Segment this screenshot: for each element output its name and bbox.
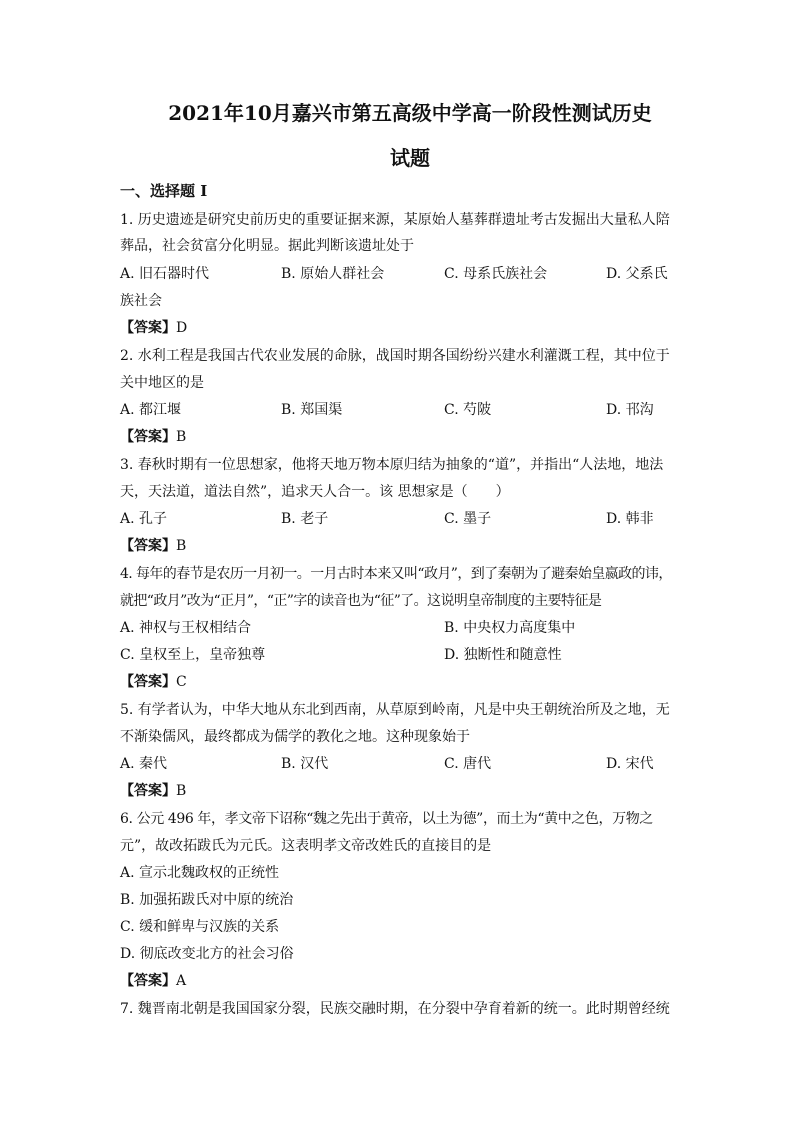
q4-option-c: C. 皇权至上，皇帝独尊 <box>120 647 266 663</box>
q3-option-b: B. 老子 <box>281 511 329 527</box>
question-2-text: 2. 水利工程是我国古代农业发展的命脉，战国时期各国纷纷兴建水利灌溉工程，其中位于 <box>120 348 670 364</box>
question-4-text-cont: 就把“政月”改为“正月”，“正”字的读音也为“征”了。这说明皇帝制度的主要特征是 <box>120 593 602 609</box>
q6-option-a: A. 宣示北魏政权的正统性 <box>120 865 280 881</box>
document-title: 2021年10月嘉兴市第五高级中学高一阶段性测试历史 <box>168 101 652 125</box>
q3-option-a: A. 孔子 <box>120 511 168 527</box>
q5-option-a: A. 秦代 <box>120 756 168 772</box>
q3-option-c: C. 墨子 <box>444 511 492 527</box>
q1-option-c: C. 母系氏族社会 <box>444 266 548 282</box>
q6-option-c: C. 缓和鲜卑与汉族的关系 <box>120 919 280 935</box>
question-1-text: 1. 历史遗迹是研究史前历史的重要证据来源，某原始人墓葬群遗址考古发掘出大量私人陪 <box>120 212 670 228</box>
answer-label: 【答案】 <box>120 320 176 336</box>
q2-answer <box>120 428 186 446</box>
section-heading: 一、选择题 I <box>120 182 208 200</box>
q4-option-b: B. 中央权力高度集中 <box>444 620 576 636</box>
answer-value: B <box>176 429 187 445</box>
q1-answer <box>120 319 187 337</box>
question-5-text-cont: 不渐染儒风，最终都成为儒学的教化之地。这种现象始于 <box>120 729 470 745</box>
q6-option-d: D. 彻底改变北方的社会习俗 <box>120 946 294 962</box>
answer-label: 【答案】 <box>120 783 176 799</box>
q4-answer <box>120 673 187 691</box>
q5-option-d: D. 宋代 <box>606 756 654 772</box>
question-3-text-cont: 天，天法道，道法自然”，追求天人合一。该 思想家是（ ） <box>120 484 510 500</box>
answer-value: D <box>176 320 188 336</box>
document-title-cont: 试题 <box>390 146 430 170</box>
answer-value: A <box>176 973 187 989</box>
answer-label: 【答案】 <box>120 674 176 690</box>
question-1-text-cont: 葬品，社会贫富分化明显。据此判断该遗址处于 <box>120 238 414 254</box>
answer-label: 【答案】 <box>120 429 176 445</box>
q5-option-c: C. 唐代 <box>444 756 492 772</box>
question-2-text-cont: 关中地区的是 <box>120 375 204 391</box>
question-7-text: 7. 魏晋南北朝是我国国家分裂，民族交融时期，在分裂中孕育着新的统一。此时期曾经统 <box>120 1001 670 1017</box>
q1-option-a: A. 旧石器时代 <box>120 266 210 282</box>
answer-value: B <box>176 783 187 799</box>
question-5-text: 5. 有学者认为，中华大地从东北到西南，从草原到岭南，凡是中央王朝统治所及之地，无 <box>120 702 670 718</box>
q4-option-a: A. 神权与王权相结合 <box>120 620 252 636</box>
q3-answer <box>120 537 186 555</box>
question-3-text: 3. 春秋时期有一位思想家，他将天地万物本原归结为抽象的“道”，并指出“人法地，地法 <box>120 457 664 473</box>
q2-option-a: A. 都江堰 <box>120 402 182 418</box>
q5-answer <box>120 782 186 800</box>
question-6-text: 6. 公元 496 年，孝文帝下诏称“魏之先出于黄帝，以土为德”，而土为“黄中之色，万物之 <box>120 811 653 827</box>
q2-option-c: C. 芍陂 <box>444 402 492 418</box>
question-6-text-cont: 元”，故改拓跋氏为元氏。这表明孝文帝改姓氏的直接目的是 <box>120 838 492 854</box>
q6-answer <box>120 972 186 990</box>
q1-option-d-cont: 族社会 <box>120 293 162 309</box>
question-4-text: 4. 每年的春节是农历一月初一。一月古时本来又叫“政月”，到了秦朝为了避秦始皇嬴政的讳， <box>120 566 672 582</box>
answer-value: B <box>176 538 187 554</box>
answer-value: C <box>176 674 187 690</box>
q4-option-d: D. 独断性和随意性 <box>444 647 562 663</box>
q2-option-b: B. 郑国渠 <box>281 402 343 418</box>
q6-option-b: B. 加强拓跋氏对中原的统治 <box>120 892 294 908</box>
q1-option-d: D. 父系氏 <box>606 266 668 282</box>
q1-option-b: B. 原始人群社会 <box>281 266 385 282</box>
answer-label: 【答案】 <box>120 973 176 989</box>
q5-option-b: B. 汉代 <box>281 756 329 772</box>
q3-option-d: D. 韩非 <box>606 511 654 527</box>
q2-option-d: D. 邗沟 <box>606 402 654 418</box>
answer-label: 【答案】 <box>120 538 176 554</box>
